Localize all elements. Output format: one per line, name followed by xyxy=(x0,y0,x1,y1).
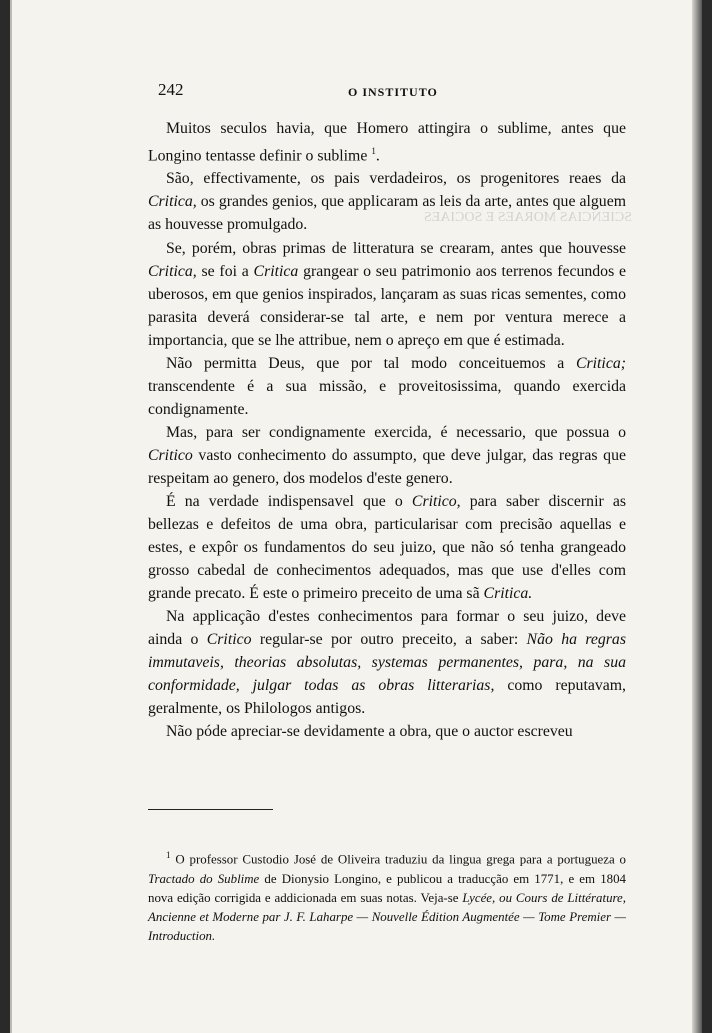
page-number: 242 xyxy=(158,80,184,99)
paragraph: Não póde apreciar-se devidamente a obra, que o auctor escreveu xyxy=(166,723,573,741)
paragraph: Mas, para ser condignamente exercida, é necessario, que possua o Critico vasto conhecimento do assumpto, que deve julgar, das regras que respeitam ao genero, dos modelos d'este genero. xyxy=(148,423,626,487)
italic-text: Não ha regras immutaveis, theorias absolutas, systemas permanentes, para, na sua conformidade, julgar todas as obras litterarias, xyxy=(148,631,626,695)
running-header xyxy=(158,80,636,104)
italic-text: Critico, xyxy=(411,493,461,511)
footnote: $^1$ O professor Custodio José de Oliveira traduziu da lingua grega para a portugueza o Tractado do Sublime de Dionysio Longino, e publicou a traducção em 1771, e em 1804 nova edição corrigida e addicionada em suas notas. Veja-se Lycée, ou Cours de Littérature, Ancienne et Moderne par J. F. Laharpe — Nouvelle Édition Augmentée — Tome Premier — Introduction. xyxy=(148,850,626,944)
italic-text: Critico xyxy=(148,446,193,464)
footnote-rule xyxy=(148,809,273,810)
paragraph: Muitos seculos havia, que Homero attingira o sublime, antes que Longino tentasse definir o sublime $^1$. xyxy=(148,120,626,165)
italic-text: Critica. xyxy=(483,585,533,603)
book-page xyxy=(10,0,702,1033)
paragraph: Se, porém, obras primas de litteratura se crearam, antes que houvesse Critica, se foi a Critica grangear o seu patrimonio aos terrenos fecundos e uberosos, em que genios inspirados, lançaram as suas ricas sementes, como parasita deverá considerar-se tal arte, e nem por ventura merece a importancia, que se lhe attribue, nem o apreço em que é estimada. xyxy=(148,239,627,349)
italic-text: Critica xyxy=(253,262,299,280)
footnote-marker: 1 xyxy=(371,146,376,157)
italic-text: Critica, xyxy=(148,262,197,280)
italic-text: Lycée, ou Cours de Littérature, Ancienne et Moderne par J. F. Laharpe — Nouvelle Édition Augmentée — Tome Premier — Introduction. xyxy=(148,890,626,944)
italic-text: Critica; xyxy=(575,354,626,372)
paragraph: São, effectivamente, os pais verdadeiros, os progenitores reaes da Critica, os grandes genios, que applicaram as leis da arte, antes que alguem as houvesse promulgado. xyxy=(148,170,626,234)
italic-text: Tractado do Sublime xyxy=(148,871,260,886)
footnotes xyxy=(148,846,626,947)
running-title: O INSTITUTO xyxy=(348,85,438,99)
page-edge xyxy=(692,0,702,1033)
footnote-marker: 1 xyxy=(166,850,171,860)
paragraph: Não permitta Deus, que por tal modo conceituemos a Critica; transcendente é a sua missão, e proveitosissima, quando exercida condignamente. xyxy=(148,354,626,418)
italic-text: Critico xyxy=(206,631,252,649)
bleed-through-text: SCIENCIAS MORAES E SOCIAES xyxy=(423,210,632,225)
italic-text: Critica, xyxy=(148,193,197,211)
paragraph: Na applicação d'estes conhecimentos para formar o seu juizo, deve ainda o Critico regular-se por outro preceito, a saber: Não ha regras immutaveis, theorias absolutas, systemas permanentes, para, na sua conformidade, julgar todas as obras litterarias, como reputavam, geralmente, os Philologos antigos. xyxy=(148,608,626,718)
main-text xyxy=(148,117,626,744)
paragraph: É na verdade indispensavel que o Critico, para saber discernir as bellezas e defeitos de uma obra, particularisar com precisão aquellas e estes, e expôr os fundamentos do seu juizo, que não só tenha grangeado grosso cabedal de conhecimentos adequados, mas que use d'elles com grande precato. É este o primeiro preceito de uma sã Critica. xyxy=(148,493,626,603)
